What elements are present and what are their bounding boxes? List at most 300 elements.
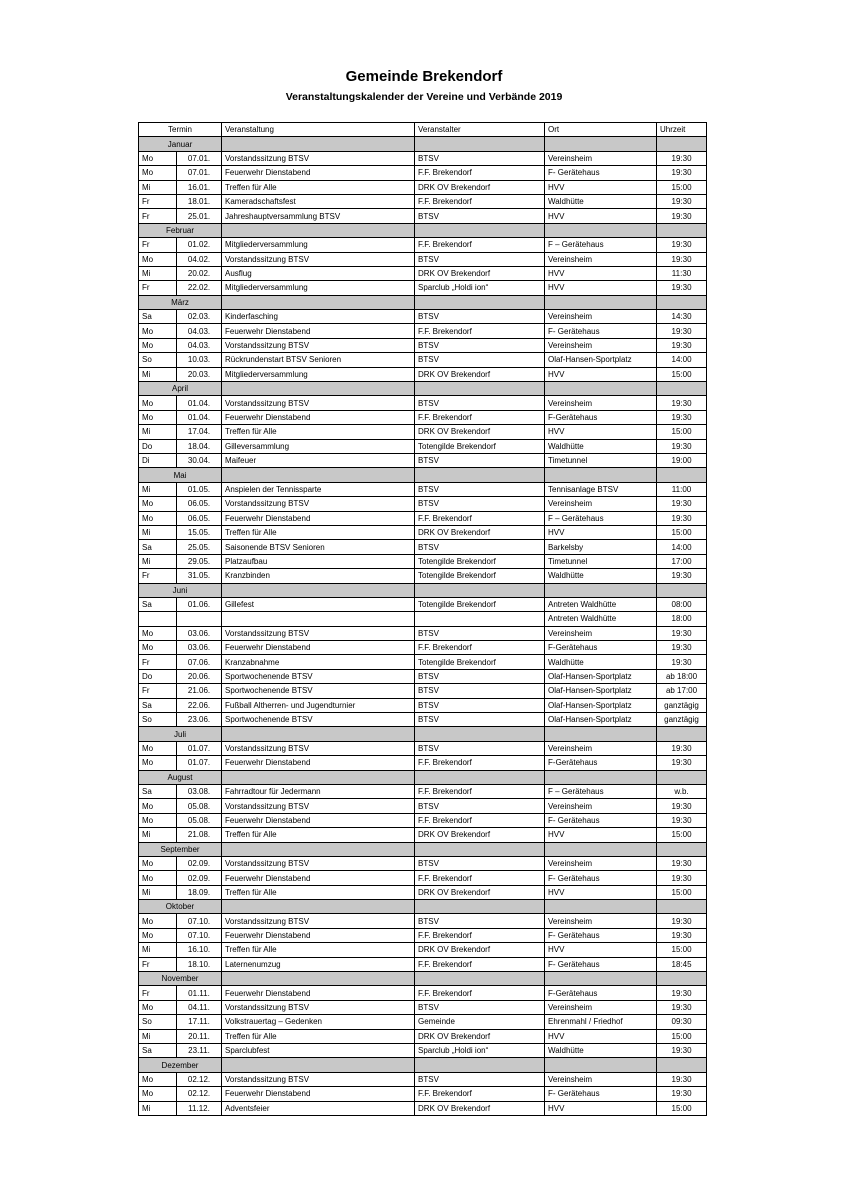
time-cell: 15:00 <box>657 1101 707 1115</box>
month-row-filler <box>657 727 707 741</box>
table-row <box>139 943 707 957</box>
time-cell: 18:00 <box>657 612 707 626</box>
event-cell: Feuerwehr Dienstabend <box>222 511 415 525</box>
header-veranstaltung: Veranstaltung <box>222 123 415 137</box>
day-cell: Mo <box>139 1000 177 1014</box>
table-row <box>139 569 707 583</box>
date-cell: 31.05. <box>177 569 222 583</box>
place-cell: Tennisanlage BTSV <box>545 482 657 496</box>
event-cell: Sportwochenende BTSV <box>222 684 415 698</box>
month-row <box>139 900 707 914</box>
event-cell: Ausflug <box>222 266 415 280</box>
month-row-filler <box>222 727 415 741</box>
table-row <box>139 597 707 611</box>
date-cell: 02.12. <box>177 1072 222 1086</box>
header-uhrzeit: Uhrzeit <box>657 123 707 137</box>
month-row-filler <box>545 295 657 309</box>
day-cell: Mo <box>139 511 177 525</box>
header-termin: Termin <box>139 123 222 137</box>
month-row-filler <box>657 1058 707 1072</box>
place-cell: Olaf-Hansen-Sportplatz <box>545 669 657 683</box>
table-row <box>139 367 707 381</box>
place-cell: Vereinsheim <box>545 741 657 755</box>
date-cell: 01.07. <box>177 741 222 755</box>
host-cell: BTSV <box>415 338 545 352</box>
place-cell: Antreten Waldhütte <box>545 612 657 626</box>
table-row <box>139 1044 707 1058</box>
month-label: März <box>139 295 222 309</box>
day-cell: So <box>139 1015 177 1029</box>
date-cell: 20.03. <box>177 367 222 381</box>
day-cell: Mi <box>139 554 177 568</box>
month-row <box>139 583 707 597</box>
table-row <box>139 525 707 539</box>
month-label: September <box>139 842 222 856</box>
event-cell: Maifeuer <box>222 453 415 467</box>
time-cell: 15:00 <box>657 1029 707 1043</box>
time-cell: 14:30 <box>657 310 707 324</box>
host-cell: F.F. Brekendorf <box>415 641 545 655</box>
month-row-filler <box>545 900 657 914</box>
month-row-filler <box>222 842 415 856</box>
table-row <box>139 180 707 194</box>
date-cell: 07.01. <box>177 151 222 165</box>
time-cell: ganztägig <box>657 713 707 727</box>
month-row <box>139 1058 707 1072</box>
table-header-row <box>139 123 707 137</box>
host-cell: BTSV <box>415 453 545 467</box>
day-cell: Mo <box>139 928 177 942</box>
month-row-filler <box>545 842 657 856</box>
host-cell: DRK OV Brekendorf <box>415 266 545 280</box>
place-cell: HVV <box>545 1101 657 1115</box>
host-cell: DRK OV Brekendorf <box>415 1101 545 1115</box>
month-row-filler <box>222 223 415 237</box>
month-row-filler <box>545 468 657 482</box>
event-cell: Platzaufbau <box>222 554 415 568</box>
date-cell: 06.05. <box>177 497 222 511</box>
event-cell: Treffen für Alle <box>222 425 415 439</box>
place-cell: Timetunnel <box>545 554 657 568</box>
event-cell: Saisonende BTSV Senioren <box>222 540 415 554</box>
host-cell: Sparclub „Holdi ion“ <box>415 281 545 295</box>
date-cell: 20.06. <box>177 669 222 683</box>
event-cell: Sportwochenende BTSV <box>222 713 415 727</box>
day-cell: Mo <box>139 741 177 755</box>
table-row <box>139 338 707 352</box>
month-row-filler <box>415 842 545 856</box>
day-cell: Mo <box>139 813 177 827</box>
event-cell: Feuerwehr Dienstabend <box>222 928 415 942</box>
host-cell: BTSV <box>415 252 545 266</box>
date-cell: 21.08. <box>177 828 222 842</box>
month-label: Juli <box>139 727 222 741</box>
time-cell: 19:30 <box>657 813 707 827</box>
date-cell: 16.01. <box>177 180 222 194</box>
date-cell: 04.02. <box>177 252 222 266</box>
host-cell: BTSV <box>415 540 545 554</box>
table-row <box>139 1087 707 1101</box>
table-row <box>139 612 707 626</box>
table-row <box>139 324 707 338</box>
table-row <box>139 151 707 165</box>
day-cell: Mi <box>139 1029 177 1043</box>
event-cell: Mitgliederversammlung <box>222 367 415 381</box>
day-cell: Fr <box>139 986 177 1000</box>
host-cell: BTSV <box>415 209 545 223</box>
date-cell: 23.11. <box>177 1044 222 1058</box>
host-cell: Gemeinde <box>415 1015 545 1029</box>
host-cell: F.F. Brekendorf <box>415 986 545 1000</box>
table-row <box>139 439 707 453</box>
date-cell: 11.12. <box>177 1101 222 1115</box>
host-cell: F.F. Brekendorf <box>415 813 545 827</box>
table-row <box>139 799 707 813</box>
place-cell: Waldhütte <box>545 655 657 669</box>
event-cell: Treffen für Alle <box>222 180 415 194</box>
time-cell: 09:30 <box>657 1015 707 1029</box>
time-cell: 19:30 <box>657 338 707 352</box>
event-cell: Kranzbinden <box>222 569 415 583</box>
place-cell: HVV <box>545 209 657 223</box>
place-cell: F- Gerätehaus <box>545 324 657 338</box>
day-cell: Mo <box>139 626 177 640</box>
time-cell: 08:00 <box>657 597 707 611</box>
time-cell: 19:30 <box>657 856 707 870</box>
month-row-filler <box>545 770 657 784</box>
host-cell: BTSV <box>415 698 545 712</box>
month-row-filler <box>415 727 545 741</box>
month-label: Mai <box>139 468 222 482</box>
date-cell: 05.08. <box>177 799 222 813</box>
time-cell: 15:00 <box>657 367 707 381</box>
date-cell: 18.04. <box>177 439 222 453</box>
day-cell: Sa <box>139 698 177 712</box>
month-row <box>139 382 707 396</box>
table-row <box>139 713 707 727</box>
table-row <box>139 813 707 827</box>
month-row-filler <box>545 972 657 986</box>
month-row-filler <box>545 1058 657 1072</box>
event-cell: Feuerwehr Dienstabend <box>222 871 415 885</box>
day-cell: Mo <box>139 1072 177 1086</box>
month-row-filler <box>657 382 707 396</box>
host-cell: Totengilde Brekendorf <box>415 597 545 611</box>
day-cell: Sa <box>139 540 177 554</box>
date-cell: 21.06. <box>177 684 222 698</box>
time-cell: 19:30 <box>657 396 707 410</box>
host-cell: DRK OV Brekendorf <box>415 943 545 957</box>
event-cell: Treffen für Alle <box>222 828 415 842</box>
time-cell: 19:30 <box>657 1044 707 1058</box>
day-cell: Sa <box>139 597 177 611</box>
day-cell: Sa <box>139 1044 177 1058</box>
host-cell: F.F. Brekendorf <box>415 871 545 885</box>
place-cell: F – Gerätehaus <box>545 511 657 525</box>
event-cell: Jahreshauptversammlung BTSV <box>222 209 415 223</box>
table-row <box>139 655 707 669</box>
day-cell: Mo <box>139 756 177 770</box>
time-cell: 19:30 <box>657 756 707 770</box>
date-cell: 07.01. <box>177 166 222 180</box>
event-cell: Vorstandssitzung BTSV <box>222 1072 415 1086</box>
place-cell: Vereinsheim <box>545 1072 657 1086</box>
table-row <box>139 856 707 870</box>
event-cell: Kranzabnahme <box>222 655 415 669</box>
month-row-filler <box>545 382 657 396</box>
event-cell: Adventsfeier <box>222 1101 415 1115</box>
month-label: April <box>139 382 222 396</box>
table-row <box>139 828 707 842</box>
place-cell: F-Gerätehaus <box>545 641 657 655</box>
date-cell: 20.02. <box>177 266 222 280</box>
table-row <box>139 1015 707 1029</box>
host-cell: BTSV <box>415 684 545 698</box>
date-cell: 01.04. <box>177 396 222 410</box>
place-cell: F- Gerätehaus <box>545 871 657 885</box>
month-row-filler <box>415 1058 545 1072</box>
place-cell: F- Gerätehaus <box>545 1087 657 1101</box>
place-cell: Vereinsheim <box>545 396 657 410</box>
day-cell: Fr <box>139 957 177 971</box>
host-cell: BTSV <box>415 914 545 928</box>
table-row <box>139 453 707 467</box>
host-cell: F.F. Brekendorf <box>415 238 545 252</box>
month-row-filler <box>657 295 707 309</box>
page-title: Gemeinde Brekendorf <box>345 68 503 85</box>
time-cell: 19:30 <box>657 209 707 223</box>
month-row-filler <box>415 295 545 309</box>
day-cell: Mo <box>139 252 177 266</box>
place-cell: F- Gerätehaus <box>545 957 657 971</box>
place-cell: Vereinsheim <box>545 856 657 870</box>
host-cell: DRK OV Brekendorf <box>415 180 545 194</box>
month-row-filler <box>545 727 657 741</box>
place-cell: Vereinsheim <box>545 1000 657 1014</box>
event-cell: Laternenumzug <box>222 957 415 971</box>
month-row-filler <box>415 223 545 237</box>
table-row <box>139 784 707 798</box>
time-cell: ganztägig <box>657 698 707 712</box>
host-cell: BTSV <box>415 856 545 870</box>
date-cell: 25.01. <box>177 209 222 223</box>
month-row-filler <box>222 137 415 151</box>
table-row <box>139 1000 707 1014</box>
table-row <box>139 928 707 942</box>
month-row-filler <box>222 468 415 482</box>
day-cell: Mo <box>139 799 177 813</box>
table-row <box>139 554 707 568</box>
event-cell: Feuerwehr Dienstabend <box>222 324 415 338</box>
host-cell: BTSV <box>415 396 545 410</box>
date-cell: 01.04. <box>177 410 222 424</box>
host-cell: BTSV <box>415 151 545 165</box>
date-cell: 06.05. <box>177 511 222 525</box>
place-cell: Vereinsheim <box>545 338 657 352</box>
host-cell: BTSV <box>415 713 545 727</box>
date-cell: 01.11. <box>177 986 222 1000</box>
month-row-filler <box>545 137 657 151</box>
event-cell: Vorstandssitzung BTSV <box>222 338 415 352</box>
day-cell: Sa <box>139 310 177 324</box>
date-cell: 07.10. <box>177 914 222 928</box>
host-cell: DRK OV Brekendorf <box>415 885 545 899</box>
month-row-filler <box>415 137 545 151</box>
table-row <box>139 1029 707 1043</box>
month-row <box>139 727 707 741</box>
day-cell: Mo <box>139 871 177 885</box>
host-cell: BTSV <box>415 626 545 640</box>
event-cell: Kinderfasching <box>222 310 415 324</box>
time-cell: 19:30 <box>657 324 707 338</box>
table-row <box>139 756 707 770</box>
month-row-filler <box>657 468 707 482</box>
date-cell: 01.07. <box>177 756 222 770</box>
time-cell: 19:30 <box>657 194 707 208</box>
time-cell: 19:30 <box>657 252 707 266</box>
day-cell <box>139 612 177 626</box>
place-cell: Olaf-Hansen-Sportplatz <box>545 684 657 698</box>
date-cell: 15.05. <box>177 525 222 539</box>
table-row <box>139 281 707 295</box>
place-cell: Barkelsby <box>545 540 657 554</box>
place-cell: Timetunnel <box>545 453 657 467</box>
day-cell: Mo <box>139 396 177 410</box>
day-cell: Mi <box>139 425 177 439</box>
event-cell: Kameradschaftsfest <box>222 194 415 208</box>
event-cell: Mitgliederversammlung <box>222 281 415 295</box>
date-cell: 02.09. <box>177 856 222 870</box>
time-cell: ab 18:00 <box>657 669 707 683</box>
time-cell: 14:00 <box>657 353 707 367</box>
host-cell: Totengilde Brekendorf <box>415 554 545 568</box>
host-cell: Totengilde Brekendorf <box>415 439 545 453</box>
time-cell: 17:00 <box>657 554 707 568</box>
event-cell: Gilleversammlung <box>222 439 415 453</box>
date-cell: 17.04. <box>177 425 222 439</box>
table-row <box>139 266 707 280</box>
header-ort: Ort <box>545 123 657 137</box>
day-cell: Fr <box>139 238 177 252</box>
day-cell: Mo <box>139 1087 177 1101</box>
host-cell: F.F. Brekendorf <box>415 756 545 770</box>
day-cell: Mo <box>139 324 177 338</box>
time-cell: 11:30 <box>657 266 707 280</box>
time-cell: 19:30 <box>657 569 707 583</box>
time-cell: 15:00 <box>657 885 707 899</box>
table-row <box>139 209 707 223</box>
day-cell: Mo <box>139 338 177 352</box>
day-cell: Mi <box>139 525 177 539</box>
place-cell: Waldhütte <box>545 194 657 208</box>
event-cell <box>222 612 415 626</box>
day-cell: Mo <box>139 151 177 165</box>
date-cell: 22.06. <box>177 698 222 712</box>
place-cell: HVV <box>545 367 657 381</box>
day-cell: So <box>139 353 177 367</box>
host-cell: BTSV <box>415 310 545 324</box>
host-cell: BTSV <box>415 1072 545 1086</box>
host-cell: BTSV <box>415 1000 545 1014</box>
day-cell: Mi <box>139 367 177 381</box>
month-row <box>139 972 707 986</box>
date-cell: 18.10. <box>177 957 222 971</box>
table-row <box>139 410 707 424</box>
month-row-filler <box>657 583 707 597</box>
event-cell: Treffen für Alle <box>222 885 415 899</box>
event-cell: Vorstandssitzung BTSV <box>222 1000 415 1014</box>
date-cell: 03.08. <box>177 784 222 798</box>
table-row <box>139 252 707 266</box>
table-row <box>139 871 707 885</box>
time-cell: 19:30 <box>657 1087 707 1101</box>
month-row-filler <box>222 295 415 309</box>
table-row <box>139 482 707 496</box>
place-cell: Olaf-Hansen-Sportplatz <box>545 713 657 727</box>
table-row <box>139 684 707 698</box>
day-cell: Di <box>139 453 177 467</box>
place-cell: F-Gerätehaus <box>545 756 657 770</box>
place-cell: HVV <box>545 180 657 194</box>
day-cell: Mo <box>139 914 177 928</box>
time-cell: 19:30 <box>657 497 707 511</box>
time-cell: 19:30 <box>657 986 707 1000</box>
month-label: November <box>139 972 222 986</box>
event-cell: Feuerwehr Dienstabend <box>222 166 415 180</box>
place-cell: HVV <box>545 525 657 539</box>
place-cell: F- Gerätehaus <box>545 928 657 942</box>
event-cell: Vorstandssitzung BTSV <box>222 396 415 410</box>
time-cell: w.b. <box>657 784 707 798</box>
place-cell: F- Gerätehaus <box>545 166 657 180</box>
time-cell: 19:30 <box>657 655 707 669</box>
month-row <box>139 842 707 856</box>
month-row-filler <box>415 468 545 482</box>
event-cell: Volkstrauertag – Gedenken <box>222 1015 415 1029</box>
date-cell: 22.02. <box>177 281 222 295</box>
host-cell: BTSV <box>415 482 545 496</box>
host-cell: Sparclub „Holdi ion“ <box>415 1044 545 1058</box>
day-cell: Mo <box>139 410 177 424</box>
month-row-filler <box>657 842 707 856</box>
month-label: Oktober <box>139 900 222 914</box>
table-row <box>139 310 707 324</box>
day-cell: Mi <box>139 180 177 194</box>
event-cell: Fahrradtour für Jedermann <box>222 784 415 798</box>
host-cell: F.F. Brekendorf <box>415 194 545 208</box>
event-cell: Feuerwehr Dienstabend <box>222 410 415 424</box>
event-cell: Gillefest <box>222 597 415 611</box>
date-cell: 07.10. <box>177 928 222 942</box>
event-cell: Vorstandssitzung BTSV <box>222 497 415 511</box>
time-cell: 19:30 <box>657 626 707 640</box>
host-cell: F.F. Brekendorf <box>415 957 545 971</box>
date-cell: 25.05. <box>177 540 222 554</box>
place-cell: Olaf-Hansen-Sportplatz <box>545 698 657 712</box>
time-cell: 19:30 <box>657 1072 707 1086</box>
month-row <box>139 137 707 151</box>
place-cell: Waldhütte <box>545 1044 657 1058</box>
host-cell: F.F. Brekendorf <box>415 324 545 338</box>
table-row <box>139 238 707 252</box>
place-cell: HVV <box>545 425 657 439</box>
place-cell: Waldhütte <box>545 439 657 453</box>
host-cell <box>415 612 545 626</box>
host-cell: F.F. Brekendorf <box>415 511 545 525</box>
place-cell: Vereinsheim <box>545 310 657 324</box>
place-cell: Vereinsheim <box>545 497 657 511</box>
month-row-filler <box>657 972 707 986</box>
